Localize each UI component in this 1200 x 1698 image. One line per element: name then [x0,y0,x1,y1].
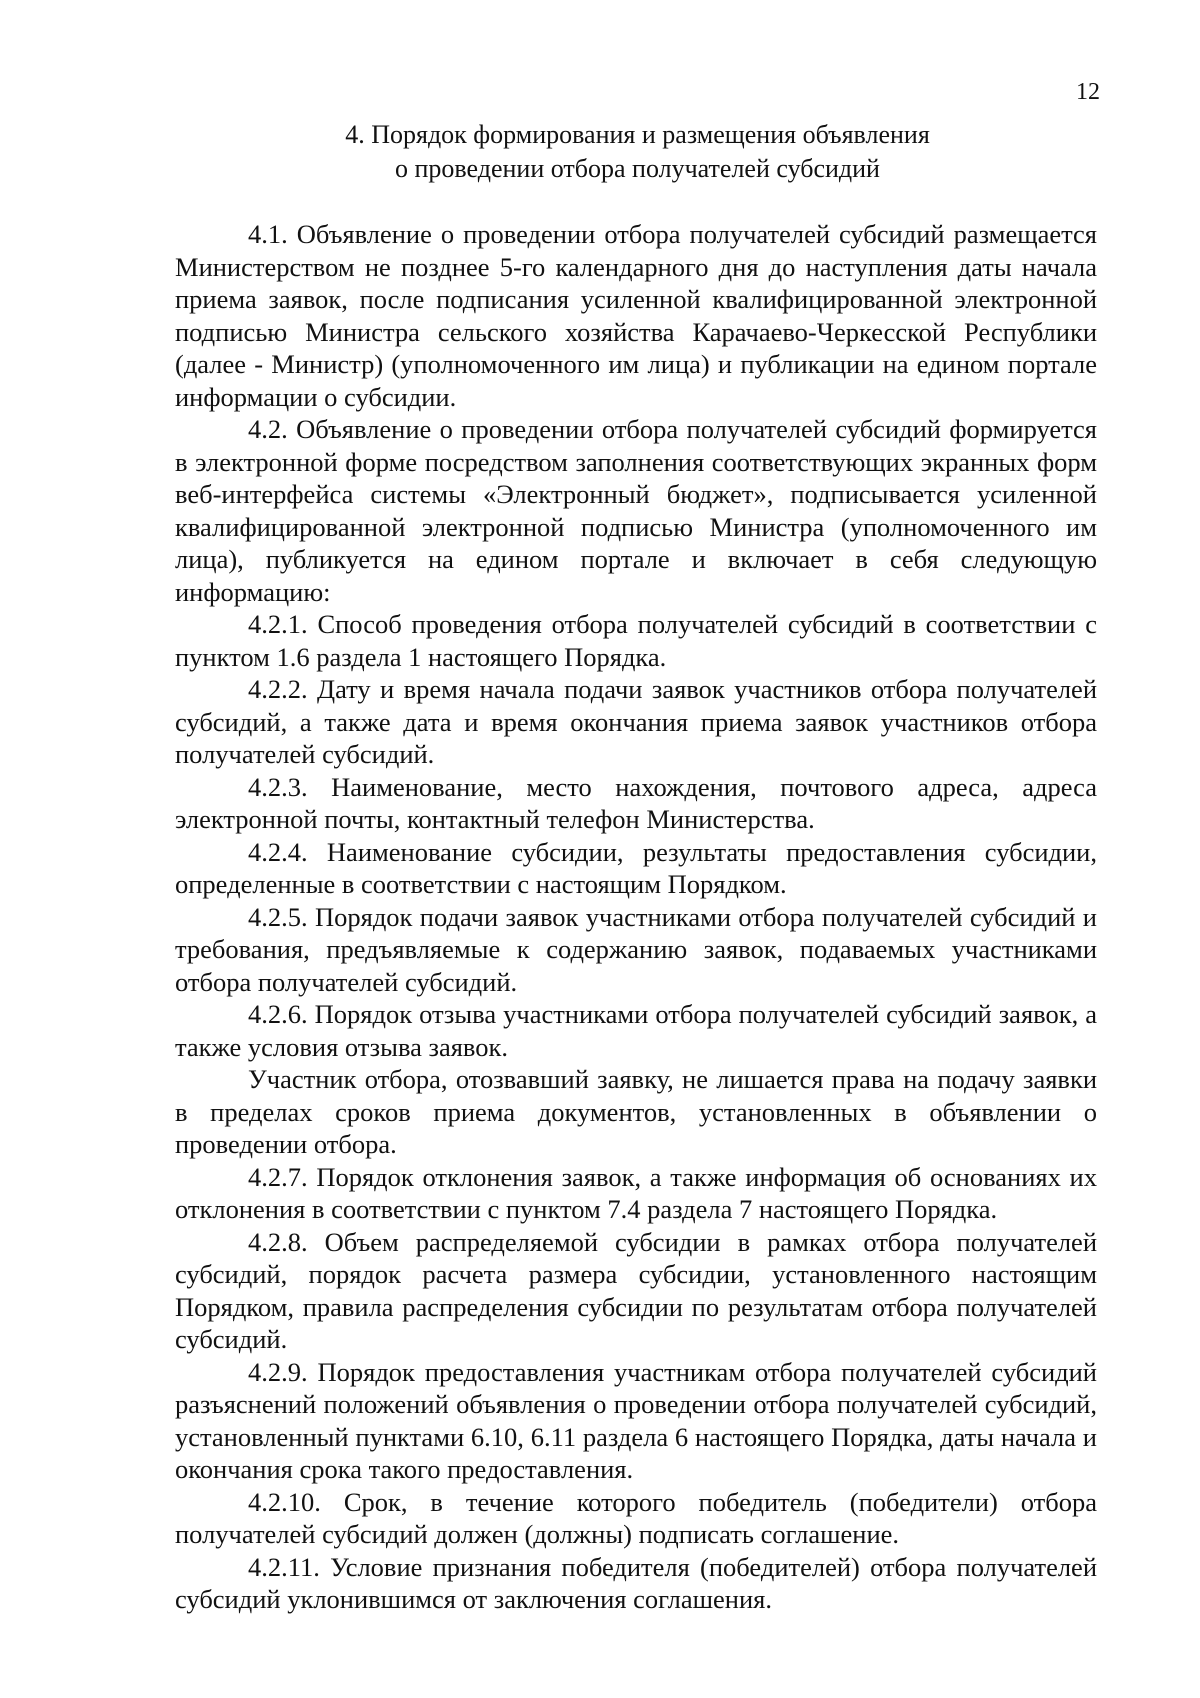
paragraph-4-2-10: 4.2.10. Срок, в течение которого победитель (победители) отбора получателей субсидий должен (должны) подписать соглашение. [175,1486,1097,1549]
paragraph-4-2-7: 4.2.7. Порядок отклонения заявок, а также информация об основаниях их отклонения в соответствии с пунктом 7.4 раздела 7 настоящего Порядка. [175,1161,1097,1224]
paragraph-4-2-4: 4.2.4. Наименование субсидии, результаты предоставления субсидии, определенные в соответствии с настоящим Порядком. [175,836,1097,899]
paragraph-4-2: 4.2. Объявление о проведении отбора получателей субсидий формируется в электронной форме посредством заполнения соответствующих экранных форм веб-интерфейса системы «Электронный бюджет», подписывается усиленной квалифицированной электронной подписью Министра (уполномоченного им лица), публикуется на едином портале и включает в себя следующую информацию: [175,414,1097,607]
paragraph-withdrawal-note: Участник отбора, отозвавший заявку, не лишается права на подачу заявки в пределах сроков приема документов, установленных в объявлении о проведении отбора. [175,1064,1097,1159]
paragraph-4-2-5: 4.2.5. Порядок подачи заявок участниками отбора получателей субсидий и требования, предъявляемые к содержанию заявок, подаваемых участниками отбора получателей субсидий. [175,901,1097,997]
paragraph-4-2-11: 4.2.11. Условие признания победителя (победителей) отбора получателей субсидий уклонившимся от заключения соглашения. [175,1551,1097,1614]
paragraph-4-2-6: 4.2.6. Порядок отзыва участниками отбора получателей субсидий заявок, а также условия отзыва заявок. [175,999,1097,1062]
paragraph-4-2-3: 4.2.3. Наименование, место нахождения, почтового адреса, адреса электронной почты, контактный телефон Министерства. [175,771,1097,834]
document-body [175,218,1097,1616]
paragraph-4-2-2: 4.2.2. Дату и время начала подачи заявок участников отбора получателей субсидий, а также дата и время окончания приема заявок участников отбора получателей субсидий. [175,674,1097,769]
paragraph-4-2-8: 4.2.8. Объем распределяемой субсидии в рамках отбора получателей субсидий, порядок расчета размера субсидии, установленного настоящим Порядком, правила распределения субсидии по результатам отбора получателей субсидий. [175,1226,1097,1354]
section-heading-line-1: 4. Порядок формирования и размещения объявления [345,120,930,149]
section-heading [175,118,1100,186]
paragraph-4-2-1: 4.2.1. Способ проведения отбора получателей субсидий в соответствии с пунктом 1.6 раздела 1 настоящего Порядка. [175,609,1097,672]
page-number: 12 [1076,79,1100,105]
section-heading-line-2: о проведении отбора получателей субсидий [395,154,880,183]
paragraph-4-2-9: 4.2.9. Порядок предоставления участникам отбора получателей субсидий разъяснений положений объявления о проведении отбора получателей субсидий, установленный пунктами 6.10, 6.11 раздела 6 настоящего Порядка, даты начала и окончания срока такого предоставления. [175,1356,1097,1484]
paragraph-4-1: 4.1. Объявление о проведении отбора получателей субсидий размещается Министерством не позднее 5-го календарного дня до наступления даты начала приема заявок, после подписания усиленной квалифицированной электронной подписью Министра сельского хозяйства Карачаево-Черкесской Республики (далее - Министр) (уполномоченного им лица) и публикации на едином портале информации о субсидии. [175,219,1097,412]
